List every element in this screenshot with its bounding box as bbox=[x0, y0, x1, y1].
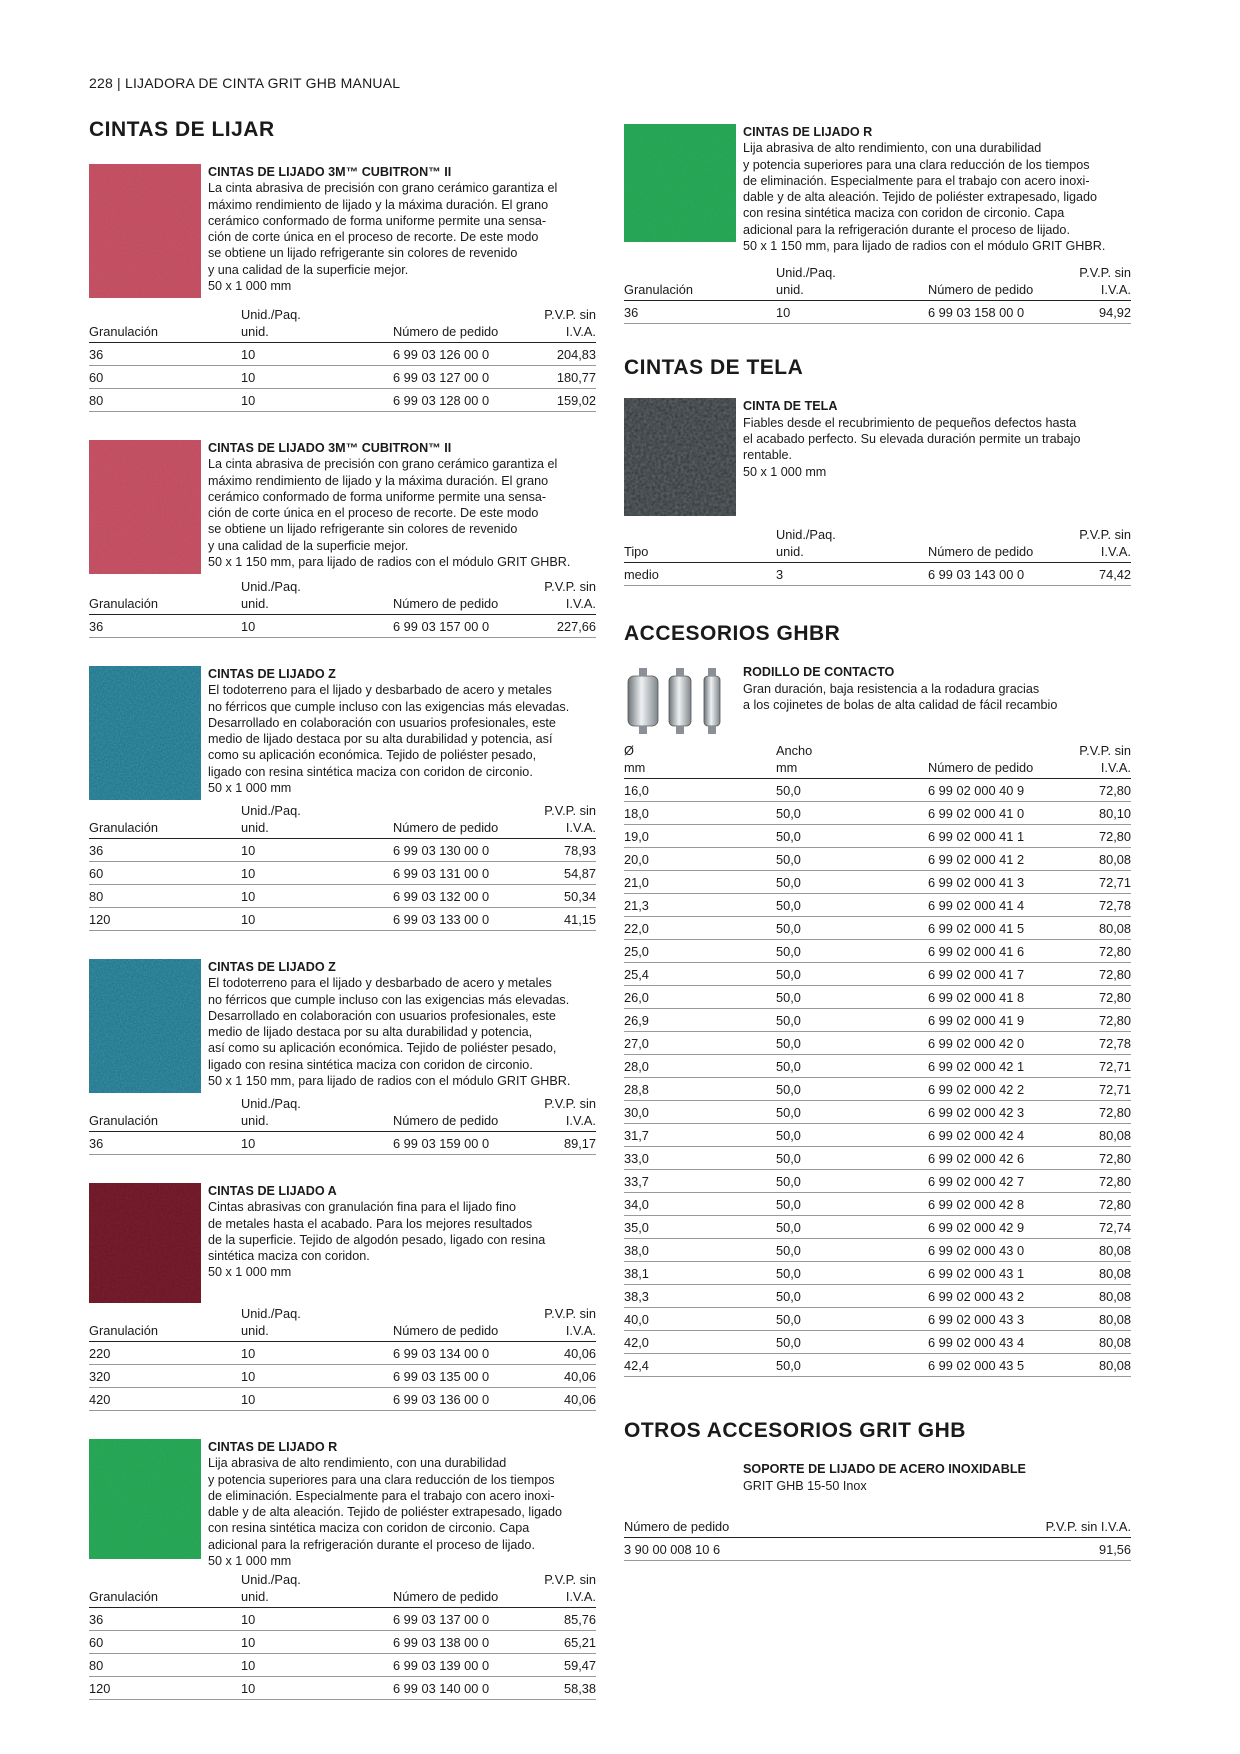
col-header-pvp: P.V.P. sin I.V.A. bbox=[1046, 264, 1131, 301]
desc-line: el acabado perfecto. Su elevada duración permite un trabajo bbox=[743, 431, 1081, 446]
col-header-pvp: P.V.P. sin I.V.A. bbox=[511, 1095, 596, 1132]
product-dimensions: 50 x 1 150 mm, para lijado de radios con el módulo GRIT GHBR. bbox=[208, 555, 571, 570]
product-description bbox=[208, 440, 570, 574]
desc-line: a los cojinetes de bolas de alta calidad de fácil recambio bbox=[743, 697, 1058, 712]
table-row: 38,3 50,0 6 99 02 000 43 2 80,08 bbox=[624, 1285, 1131, 1308]
col-header-granulacion: Granulación bbox=[624, 264, 776, 301]
desc-line: y potencia superiores para una clara reducción de los tiempos bbox=[743, 157, 1090, 172]
table-row: 42,0 50,0 6 99 02 000 43 4 80,08 bbox=[624, 1331, 1131, 1354]
col-header-tipo: Tipo bbox=[624, 526, 776, 563]
product-table bbox=[89, 1571, 596, 1700]
product-table bbox=[89, 306, 596, 412]
desc-line: Fiables desde el recubrimiento de pequeños defectos hasta bbox=[743, 415, 1077, 430]
table-row: 80 10 6 99 03 139 00 0 59,47 bbox=[89, 1654, 596, 1677]
product-table bbox=[624, 526, 1131, 586]
col-header-numero: Número de pedido bbox=[393, 578, 511, 615]
desc-line: dable y de alta aleación. Tejido de poliéster extrapesado, ligado bbox=[208, 1505, 563, 1520]
col-header-granulacion: Granulación bbox=[89, 802, 241, 839]
page-header: 228 | LIJADORA DE CINTA GRIT GHB MANUAL bbox=[89, 75, 401, 91]
zirconia-belt-image bbox=[89, 959, 201, 1093]
desc-line: adicional para la refrigeración durante el proceso de lijado. bbox=[208, 1537, 535, 1552]
desc-line: cerámico conformado de forma uniforme permite una sensa- bbox=[208, 213, 547, 228]
col-header-unid: Unid./Paq. unid. bbox=[241, 1305, 393, 1342]
col-header-pvp: P.V.P. sin I.V.A. bbox=[1046, 526, 1131, 563]
product-table bbox=[89, 802, 596, 931]
product-lijado-z-1000 bbox=[89, 666, 596, 931]
table-row: 420 10 6 99 03 136 00 0 40,06 bbox=[89, 1388, 596, 1411]
desc-line: y una calidad de la superficie mejor. bbox=[208, 538, 409, 553]
table-row: 60 10 6 99 03 127 00 0 180,77 bbox=[89, 366, 596, 389]
table-row: 120 10 6 99 03 140 00 0 58,38 bbox=[89, 1677, 596, 1700]
table-row: 120 10 6 99 03 133 00 0 41,15 bbox=[89, 908, 596, 931]
desc-line: así como su aplicación económica. Tejido de poliéster pesado, bbox=[208, 1041, 557, 1056]
table-row: 28,8 50,0 6 99 02 000 42 2 72,71 bbox=[624, 1078, 1131, 1101]
table-row: 38,1 50,0 6 99 02 000 43 1 80,08 bbox=[624, 1262, 1131, 1285]
table-row: 28,0 50,0 6 99 02 000 42 1 72,71 bbox=[624, 1055, 1131, 1078]
table-row: 20,0 50,0 6 99 02 000 41 2 80,08 bbox=[624, 848, 1131, 871]
product-title: CINTAS DE LIJADO R bbox=[208, 1440, 338, 1454]
desc-line: dable y de alta aleación. Tejido de poliéster extrapesado, ligado bbox=[743, 190, 1098, 205]
table-row: 42,4 50,0 6 99 02 000 43 5 80,08 bbox=[624, 1354, 1131, 1377]
table-row: 21,0 50,0 6 99 02 000 41 3 72,71 bbox=[624, 871, 1131, 894]
col-header-ancho: Ancho mm bbox=[776, 742, 928, 779]
table-row: 36 10 6 99 03 137 00 0 85,76 bbox=[89, 1608, 596, 1631]
col-header-granulacion: Granulación bbox=[89, 306, 241, 343]
product-dimensions: 50 x 1 000 mm bbox=[743, 464, 827, 479]
product-dimensions: 50 x 1 000 mm bbox=[208, 781, 292, 796]
col-header-numero: Número de pedido bbox=[393, 1305, 511, 1342]
col-header-pvp: P.V.P. sin I.V.A. bbox=[904, 1518, 1131, 1538]
col-header-unid: Unid./Paq. unid. bbox=[241, 1571, 393, 1608]
col-header-unid: Unid./Paq. unid. bbox=[241, 802, 393, 839]
product-model: GRIT GHB 15-50 Inox bbox=[743, 1478, 867, 1493]
col-header-unid: Unid./Paq. unid. bbox=[241, 306, 393, 343]
product-soporte-de-lijado bbox=[624, 1461, 1131, 1561]
product-table bbox=[624, 264, 1131, 324]
product-description bbox=[208, 164, 557, 298]
col-header-pvp: P.V.P. sin I.V.A. bbox=[511, 802, 596, 839]
product-dimensions: 50 x 1 000 mm bbox=[208, 279, 292, 294]
desc-line: como su aplicación económica. Tejido de poliéster pesado, bbox=[208, 748, 537, 763]
col-header-numero: Número de pedido bbox=[928, 742, 1046, 779]
desc-line: medio de lijado destaca por su alta durabilidad y potencia, bbox=[208, 1025, 533, 1040]
col-header-pvp: P.V.P. sin I.V.A. bbox=[511, 1571, 596, 1608]
desc-line: medio de lijado destaca por su alta durabilidad y potencia, así bbox=[208, 732, 553, 747]
table-row: 18,0 50,0 6 99 02 000 41 0 80,10 bbox=[624, 802, 1131, 825]
desc-line: Desarrollado en colaboración con usuarios profesionales, este bbox=[208, 1008, 556, 1023]
cloth-belt-image bbox=[624, 398, 736, 516]
desc-line: de eliminación. Especialmente para el trabajo con acero inoxi- bbox=[208, 1488, 555, 1503]
desc-line: se obtiene un lijado refrigerante sin colores de revenido bbox=[208, 522, 518, 537]
table-row: 22,0 50,0 6 99 02 000 41 5 80,08 bbox=[624, 917, 1131, 940]
table-row: 36 10 6 99 03 130 00 0 78,93 bbox=[89, 839, 596, 862]
desc-line: se obtiene un lijado refrigerante sin colores de revenido bbox=[208, 246, 518, 261]
product-table bbox=[89, 1095, 596, 1155]
table-row: 60 10 6 99 03 138 00 0 65,21 bbox=[89, 1631, 596, 1654]
desc-line: no férricos que cumple incluso con las exigencias más elevadas. bbox=[208, 992, 570, 1007]
product-lijado-r-1150 bbox=[624, 124, 1131, 324]
product-description bbox=[743, 1461, 1131, 1494]
table-row: 33,0 50,0 6 99 02 000 42 6 72,80 bbox=[624, 1147, 1131, 1170]
desc-line: de metales hasta el acabado. Para los mejores resultados bbox=[208, 1216, 533, 1231]
col-header-unid: Unid./Paq. unid. bbox=[241, 1095, 393, 1132]
product-description bbox=[208, 959, 570, 1093]
contact-roller-image bbox=[624, 664, 736, 740]
product-title: CINTAS DE LIJADO A bbox=[208, 1184, 337, 1198]
table-row: 35,0 50,0 6 99 02 000 42 9 72,74 bbox=[624, 1216, 1131, 1239]
col-header-granulacion: Granulación bbox=[89, 1095, 241, 1132]
col-header-unid: Unid./Paq. unid. bbox=[241, 578, 393, 615]
alox-belt-image bbox=[89, 1183, 201, 1303]
desc-line: con resina sintética maciza con coridon de circonio. Capa bbox=[208, 1521, 530, 1536]
desc-line: Desarrollado en colaboración con usuarios profesionales, este bbox=[208, 715, 556, 730]
col-header-pvp: P.V.P. sin I.V.A. bbox=[1046, 742, 1131, 779]
desc-line: máximo rendimiento de lijado y la máxima duración. El grano bbox=[208, 197, 549, 212]
table-row: 26,9 50,0 6 99 02 000 41 9 72,80 bbox=[624, 1009, 1131, 1032]
product-description bbox=[208, 1183, 545, 1303]
desc-line: adicional para la refrigeración durante el proceso de lijado. bbox=[743, 222, 1070, 237]
product-title: CINTA DE TELA bbox=[743, 399, 838, 414]
desc-line: Cintas abrasivas con granulación fina para el lijado fino bbox=[208, 1200, 517, 1215]
desc-line: y potencia superiores para una clara reducción de los tiempos bbox=[208, 1472, 555, 1487]
cubitron-belt-image bbox=[89, 164, 201, 298]
product-title: CINTAS DE LIJADO Z bbox=[208, 960, 336, 974]
product-dimensions: 50 x 1 000 mm bbox=[208, 1554, 292, 1569]
table-row: 31,7 50,0 6 99 02 000 42 4 80,08 bbox=[624, 1124, 1131, 1147]
col-header-numero: Número de pedido bbox=[393, 802, 511, 839]
product-lijado-r-1000 bbox=[89, 1439, 596, 1700]
product-table bbox=[89, 1305, 596, 1411]
table-row: 25,4 50,0 6 99 02 000 41 7 72,80 bbox=[624, 963, 1131, 986]
table-row: medio 3 6 99 03 143 00 0 74,42 bbox=[624, 563, 1131, 586]
table-row: 320 10 6 99 03 135 00 0 40,06 bbox=[89, 1365, 596, 1388]
table-row: 33,7 50,0 6 99 02 000 42 7 72,80 bbox=[624, 1170, 1131, 1193]
green-belt-image bbox=[89, 1439, 201, 1569]
table-row: 21,3 50,0 6 99 02 000 41 4 72,78 bbox=[624, 894, 1131, 917]
desc-line: Lija abrasiva de alto rendimiento, con una durabilidad bbox=[743, 141, 1042, 156]
table-row: 40,0 50,0 6 99 02 000 43 3 80,08 bbox=[624, 1308, 1131, 1331]
green-belt-image bbox=[624, 124, 736, 254]
table-row: 36 10 6 99 03 157 00 0 227,66 bbox=[89, 615, 596, 638]
soporte-table bbox=[624, 1518, 1131, 1561]
desc-line: La cinta abrasiva de precisión con grano cerámico garantiza el bbox=[208, 181, 558, 196]
col-header-unid: Unid./Paq. unid. bbox=[776, 264, 928, 301]
roller-small-icon bbox=[704, 668, 720, 734]
rodillo-table-body bbox=[624, 779, 1131, 1377]
product-lijado-a bbox=[89, 1183, 596, 1411]
col-header-unid: Unid./Paq. unid. bbox=[776, 526, 928, 563]
col-header-granulacion: Granulación bbox=[89, 578, 241, 615]
section-heading-accesorios-ghbr: ACCESORIOS GHBR bbox=[624, 622, 841, 646]
roller-medium-icon bbox=[669, 668, 691, 734]
table-row: 25,0 50,0 6 99 02 000 41 6 72,80 bbox=[624, 940, 1131, 963]
col-header-numero: Número de pedido bbox=[393, 1095, 511, 1132]
section-heading-otros-accesorios: OTROS ACCESORIOS GRIT GHB bbox=[624, 1419, 966, 1443]
product-description bbox=[208, 1439, 562, 1569]
desc-line: rentable. bbox=[743, 448, 793, 463]
col-header-numero: Número de pedido bbox=[928, 264, 1046, 301]
product-title: CINTAS DE LIJADO R bbox=[743, 125, 873, 139]
desc-line: ción de corte única en el proceso de recorte. De este modo bbox=[208, 230, 539, 245]
desc-line: El todoterreno para el lijado y desbarbado de acero y metales bbox=[208, 683, 552, 698]
section-heading-cintas-de-tela: CINTAS DE TELA bbox=[624, 356, 804, 380]
right-column bbox=[624, 124, 1131, 1589]
zirconia-belt-image bbox=[89, 666, 201, 800]
product-description bbox=[743, 398, 1080, 516]
desc-line: con resina sintética maciza con coridon de circonio. Capa bbox=[743, 206, 1065, 221]
table-row: 220 10 6 99 03 134 00 0 40,06 bbox=[89, 1342, 596, 1365]
product-description bbox=[743, 664, 1057, 740]
table-row: 30,0 50,0 6 99 02 000 42 3 72,80 bbox=[624, 1101, 1131, 1124]
product-title: CINTAS DE LIJADO Z bbox=[208, 667, 336, 681]
col-header-pvp: P.V.P. sin I.V.A. bbox=[511, 306, 596, 343]
rodillo-table bbox=[624, 742, 1131, 1377]
col-header-granulacion: Granulación bbox=[89, 1571, 241, 1608]
product-title: CINTAS DE LIJADO 3M™ CUBITRON™ II bbox=[208, 441, 452, 455]
col-header-diametro: Ø mm bbox=[624, 742, 776, 779]
col-header-granulacion: Granulación bbox=[89, 1305, 241, 1342]
product-cubitron-1150 bbox=[89, 440, 596, 638]
desc-line: ligado con resina sintética maciza con coridon de circonio. bbox=[208, 764, 533, 779]
product-dimensions: 50 x 1 150 mm, para lijado de radios con el módulo GRIT GHBR. bbox=[208, 1074, 571, 1089]
col-header-pvp: P.V.P. sin I.V.A. bbox=[511, 578, 596, 615]
desc-line: El todoterreno para el lijado y desbarbado de acero y metales bbox=[208, 976, 552, 991]
section-heading-cintas-de-lijar: CINTAS DE LIJAR bbox=[89, 118, 275, 141]
col-header-numero: Número de pedido bbox=[393, 1571, 511, 1608]
product-title: RODILLO DE CONTACTO bbox=[743, 665, 895, 680]
table-row: 60 10 6 99 03 131 00 0 54,87 bbox=[89, 862, 596, 885]
table-row: 27,0 50,0 6 99 02 000 42 0 72,78 bbox=[624, 1032, 1131, 1055]
product-dimensions: 50 x 1 000 mm bbox=[208, 1265, 292, 1280]
desc-line: ción de corte única en el proceso de recorte. De este modo bbox=[208, 506, 539, 521]
desc-line: Lija abrasiva de alto rendimiento, con una durabilidad bbox=[208, 1456, 507, 1471]
col-header-numero: Número de pedido bbox=[624, 1518, 904, 1538]
roller-large-icon bbox=[628, 668, 658, 734]
table-row: 3 90 00 008 10 6 91,56 bbox=[624, 1537, 1131, 1560]
col-header-numero: Número de pedido bbox=[928, 526, 1046, 563]
table-row: 36 10 6 99 03 159 00 0 89,17 bbox=[89, 1132, 596, 1155]
table-row: 36 10 6 99 03 158 00 0 94,92 bbox=[624, 301, 1131, 324]
desc-line: no férricos que cumple incluso con las exigencias más elevadas. bbox=[208, 699, 570, 714]
desc-line: y una calidad de la superficie mejor. bbox=[208, 262, 409, 277]
table-row: 80 10 6 99 03 132 00 0 50,34 bbox=[89, 885, 596, 908]
desc-line: ligado con resina sintética maciza con coridon de circonio. bbox=[208, 1057, 533, 1072]
desc-line: de la superficie. Tejido de algodón pesado, ligado con resina bbox=[208, 1232, 546, 1247]
product-table bbox=[89, 578, 596, 638]
desc-line: cerámico conformado de forma uniforme permite una sensa- bbox=[208, 489, 547, 504]
table-row: 80 10 6 99 03 128 00 0 159,02 bbox=[89, 389, 596, 412]
product-title: CINTAS DE LIJADO 3M™ CUBITRON™ II bbox=[208, 165, 452, 179]
table-row: 16,0 50,0 6 99 02 000 40 9 72,80 bbox=[624, 779, 1131, 802]
product-rodillo-de-contacto bbox=[624, 664, 1131, 1377]
table-row: 38,0 50,0 6 99 02 000 43 0 80,08 bbox=[624, 1239, 1131, 1262]
product-lijado-z-1150 bbox=[89, 959, 596, 1155]
product-description bbox=[743, 124, 1105, 254]
product-description bbox=[208, 666, 569, 800]
col-header-pvp: P.V.P. sin I.V.A. bbox=[511, 1305, 596, 1342]
desc-line: sintética maciza con coridon. bbox=[208, 1249, 370, 1264]
desc-line: La cinta abrasiva de precisión con grano cerámico garantiza el bbox=[208, 457, 558, 472]
product-dimensions: 50 x 1 150 mm, para lijado de radios con el módulo GRIT GHBR. bbox=[743, 239, 1106, 254]
product-cubitron-1000 bbox=[89, 164, 596, 412]
desc-line: Gran duración, baja resistencia a la rodadura gracias bbox=[743, 681, 1040, 696]
desc-line: máximo rendimiento de lijado y la máxima duración. El grano bbox=[208, 473, 549, 488]
table-row: 36 10 6 99 03 126 00 0 204,83 bbox=[89, 343, 596, 366]
product-cinta-de-tela bbox=[624, 398, 1131, 586]
col-header-numero: Número de pedido bbox=[393, 306, 511, 343]
cubitron-belt-image bbox=[89, 440, 201, 574]
desc-line: de eliminación. Especialmente para el trabajo con acero inoxi- bbox=[743, 173, 1090, 188]
table-row: 19,0 50,0 6 99 02 000 41 1 72,80 bbox=[624, 825, 1131, 848]
table-row: 34,0 50,0 6 99 02 000 42 8 72,80 bbox=[624, 1193, 1131, 1216]
product-title: SOPORTE DE LIJADO DE ACERO INOXIDABLE bbox=[743, 1462, 1026, 1477]
table-row: 26,0 50,0 6 99 02 000 41 8 72,80 bbox=[624, 986, 1131, 1009]
left-column bbox=[89, 118, 596, 1728]
